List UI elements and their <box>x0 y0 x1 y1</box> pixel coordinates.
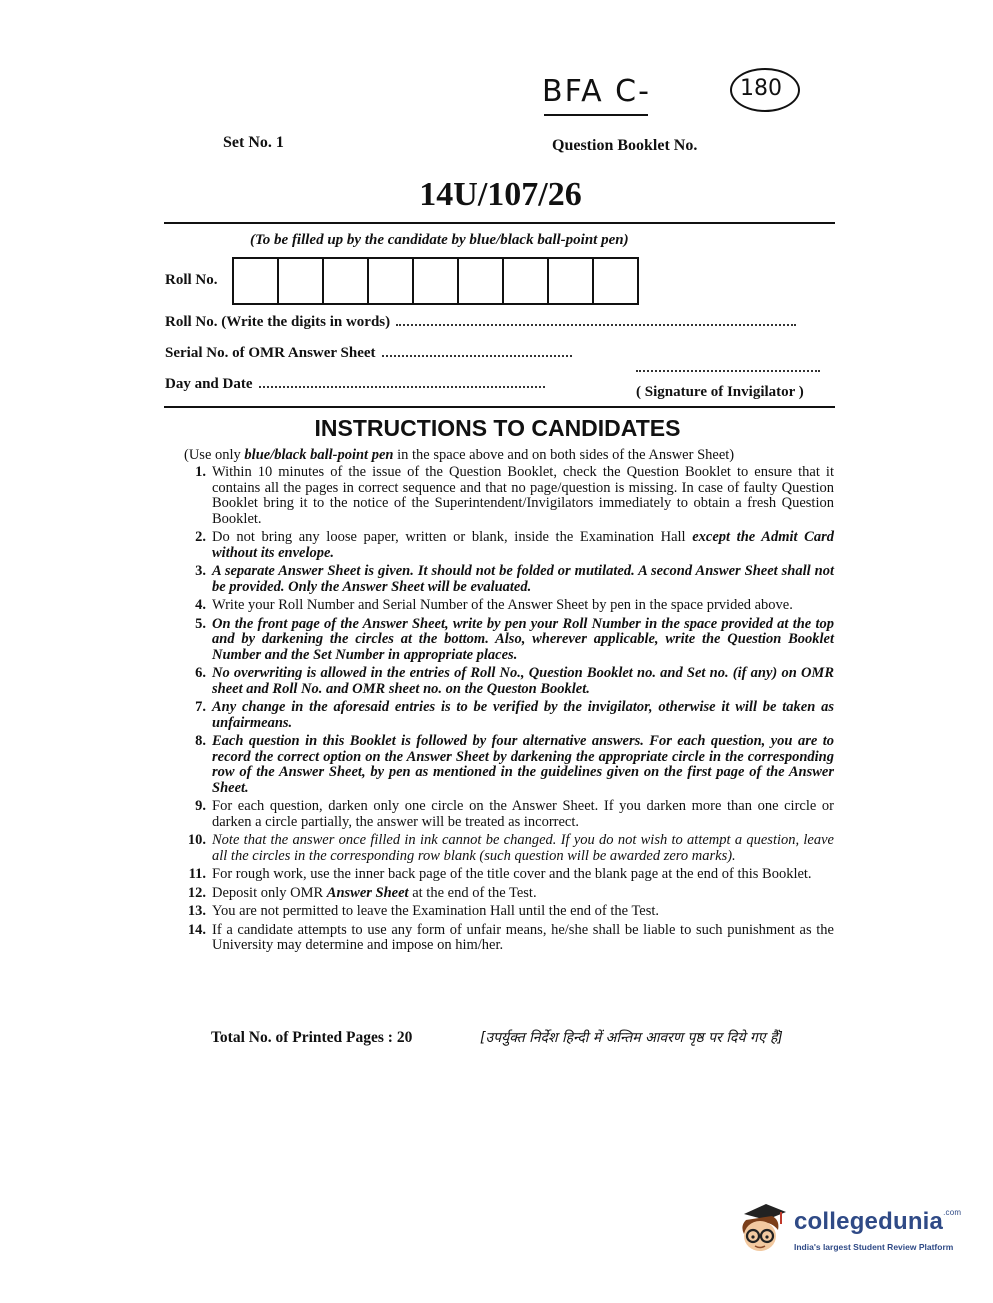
logo-suffix: .com <box>943 1208 962 1217</box>
instruction-text: No overwriting is allowed in the entries of Roll No., Question Booklet no. and Set no. (if any) on OMR sheet and Roll No. and OMR sheet no. on the Queston Booklet. <box>212 665 834 697</box>
instruction-item <box>184 564 834 595</box>
instruction-number: 7. <box>195 699 206 715</box>
instruction-text <box>212 886 834 902</box>
instruction-text: Each question in this Booklet is followed by four alternative answers. For each question, you are to record the correct option on the Answer Sheet by darkening the appropriate circle in the corresponding row of the Answer Sheet, by pen as mentioned in the guidelines given on the first page of the Answer Sheet. <box>212 733 834 796</box>
instruction-text: For rough work, use the inner back page of the title cover and the blank page at the end of this Booklet. <box>212 866 812 882</box>
roll-digit-box[interactable] <box>594 259 639 303</box>
instruction-item <box>184 833 834 864</box>
instructions-list <box>184 465 834 957</box>
instruction-text: If a candidate attempts to use any form of unfair means, he/she shall be liable to such punishment as the University may determine and impose on him/her. <box>212 921 834 953</box>
logo-wordmark <box>794 1208 961 1236</box>
instruction-text: A separate Answer Sheet is given. It should not be folded or mutilated. A second Answer Sheet shall not be provided. Only the Answer Sheet will be evaluated. <box>212 563 834 595</box>
logo-name: collegedunia <box>794 1208 944 1235</box>
handwritten-booklet-code <box>538 68 808 128</box>
roll-words-label: Roll No. (Write the digits in words) <box>165 314 391 330</box>
instruction-item <box>184 904 834 920</box>
top-divider <box>164 222 835 224</box>
instruction-item <box>184 886 834 902</box>
instruction-item <box>184 700 834 731</box>
logo-tagline: India's largest Student Review Platform <box>794 1242 954 1252</box>
roll-words-dotted-line[interactable] <box>396 312 796 326</box>
roll-digit-box[interactable] <box>414 259 459 303</box>
instruction-number: 9. <box>195 798 206 814</box>
instruction-number: 6. <box>195 665 206 681</box>
instruction-number: 11. <box>188 866 206 882</box>
instruction-item <box>184 465 834 527</box>
instruction-number: 3. <box>195 563 206 579</box>
student-mascot-icon <box>736 1200 790 1256</box>
instructions-title: INSTRUCTIONS TO CANDIDATES <box>314 415 681 441</box>
instruction-item <box>184 734 834 796</box>
instruction-text: For each question, darken only one circle on the Answer Sheet. If you darken more than one circle or darken a circle partially, the answer will be treated as incorrect. <box>212 798 834 830</box>
instruction-text: Write your Roll Number and Serial Number of the Answer Sheet by pen in the space prvided above. <box>212 597 793 613</box>
omr-serial-field[interactable] <box>165 343 572 362</box>
instructions-note <box>184 447 834 464</box>
set-number: Set No. 1 <box>223 134 284 151</box>
handwritten-underline <box>544 114 648 116</box>
day-date-field[interactable] <box>165 374 545 393</box>
instruction-text-emphasis: Answer Sheet <box>326 884 409 901</box>
instruction-number: 2. <box>195 529 206 545</box>
instruction-text-emphasis: except the Admit Card without its envelope. <box>212 529 835 561</box>
instruction-item <box>184 617 834 664</box>
omr-serial-dotted-line[interactable] <box>382 343 572 357</box>
paper-code: 14U/107/26 <box>419 176 582 213</box>
invigilator-signature-label: ( Signature of Invigilator ) <box>636 384 804 400</box>
instruction-number: 1. <box>195 464 206 480</box>
roll-digit-box[interactable] <box>504 259 549 303</box>
roll-number-label: Roll No. <box>165 272 218 288</box>
instruction-item <box>184 530 834 561</box>
instruction-item <box>184 799 834 830</box>
hindi-instruction-note: [उपर्युक्त निर्देश हिन्दी में अन्तिम आवरण पृष्ठ पर दिये गए हैं] <box>480 1030 783 1046</box>
instruction-item <box>184 598 834 614</box>
instruction-item <box>184 923 834 954</box>
handwritten-prefix: BFA C- <box>542 74 651 109</box>
note-post: in the space above and on both sides of the Answer Sheet) <box>393 447 735 463</box>
instruction-text: You are not permitted to leave the Examination Hall until the end of the Test. <box>212 903 660 919</box>
instruction-text-plain: Deposit only OMR <box>212 884 327 901</box>
note-emphasis: blue/black ball-point pen <box>244 447 394 463</box>
roll-digit-box[interactable] <box>369 259 414 303</box>
instruction-number: 5. <box>195 615 206 632</box>
instruction-text-plain: Do not bring any loose paper, written or blank, inside the Examination Hall <box>212 529 693 545</box>
instruction-number: 10. <box>187 832 206 848</box>
handwritten-number: 180 <box>740 76 782 101</box>
instruction-number: 14. <box>187 921 206 938</box>
instruction-number: 8. <box>195 733 206 749</box>
signature-dotted-line[interactable] <box>636 362 820 372</box>
roll-digit-box[interactable] <box>549 259 594 303</box>
roll-digit-box[interactable] <box>459 259 504 303</box>
note-pre: (Use only <box>184 447 245 463</box>
instruction-text: Note that the answer once filled in ink cannot be changed. If you do not wish to attempt a question, leave all the circles in the corresponding row blank (such question will be awarded zero marks). <box>212 832 834 864</box>
bottom-divider <box>164 406 835 408</box>
roll-words-field[interactable] <box>165 312 796 331</box>
instruction-number: 4. <box>195 597 206 613</box>
omr-serial-label: Serial No. of OMR Answer Sheet <box>165 345 376 361</box>
instruction-text: Within 10 minutes of the issue of the Question Booklet, check the Question Booklet to ensure that it contains all the pages in correct sequence and that no page/question is missing. In case of faulty Question Booklet bring it to the notice of the Superintendent/Invigilators immediately to obtain a fresh Question Booklet. <box>212 464 834 527</box>
instruction-text: On the front page of the Answer Sheet, write by pen your Roll Number in the space provided at the top and by darkening the circles at the bottom. Also, wherever applicable, write the Question Booklet Number and the Set Number in appropriate places. <box>212 615 834 663</box>
instruction-text <box>212 530 834 561</box>
instruction-number: 12. <box>187 884 206 901</box>
day-date-dotted-line[interactable] <box>259 374 545 388</box>
roll-digit-box[interactable] <box>324 259 369 303</box>
instruction-item <box>184 666 834 697</box>
total-printed-pages: Total No. of Printed Pages : 20 <box>211 1029 413 1046</box>
roll-number-boxes[interactable] <box>232 257 639 305</box>
collegedunia-logo <box>736 1200 966 1260</box>
roll-digit-box[interactable] <box>279 259 324 303</box>
instruction-text-post: at the end of the Test. <box>408 884 537 901</box>
instruction-text: Any change in the aforesaid entries is to be verified by the invigilator, otherwise it will be taken as unfairmeans. <box>212 699 834 731</box>
instruction-number: 13. <box>187 903 206 919</box>
instruction-item <box>184 867 834 883</box>
roll-digit-box[interactable] <box>234 259 279 303</box>
fill-instruction-note: (To be filled up by the candidate by blue/black ball-point pen) <box>250 232 629 248</box>
day-date-label: Day and Date <box>165 376 253 392</box>
question-booklet-number-label: Question Booklet No. <box>552 137 698 154</box>
